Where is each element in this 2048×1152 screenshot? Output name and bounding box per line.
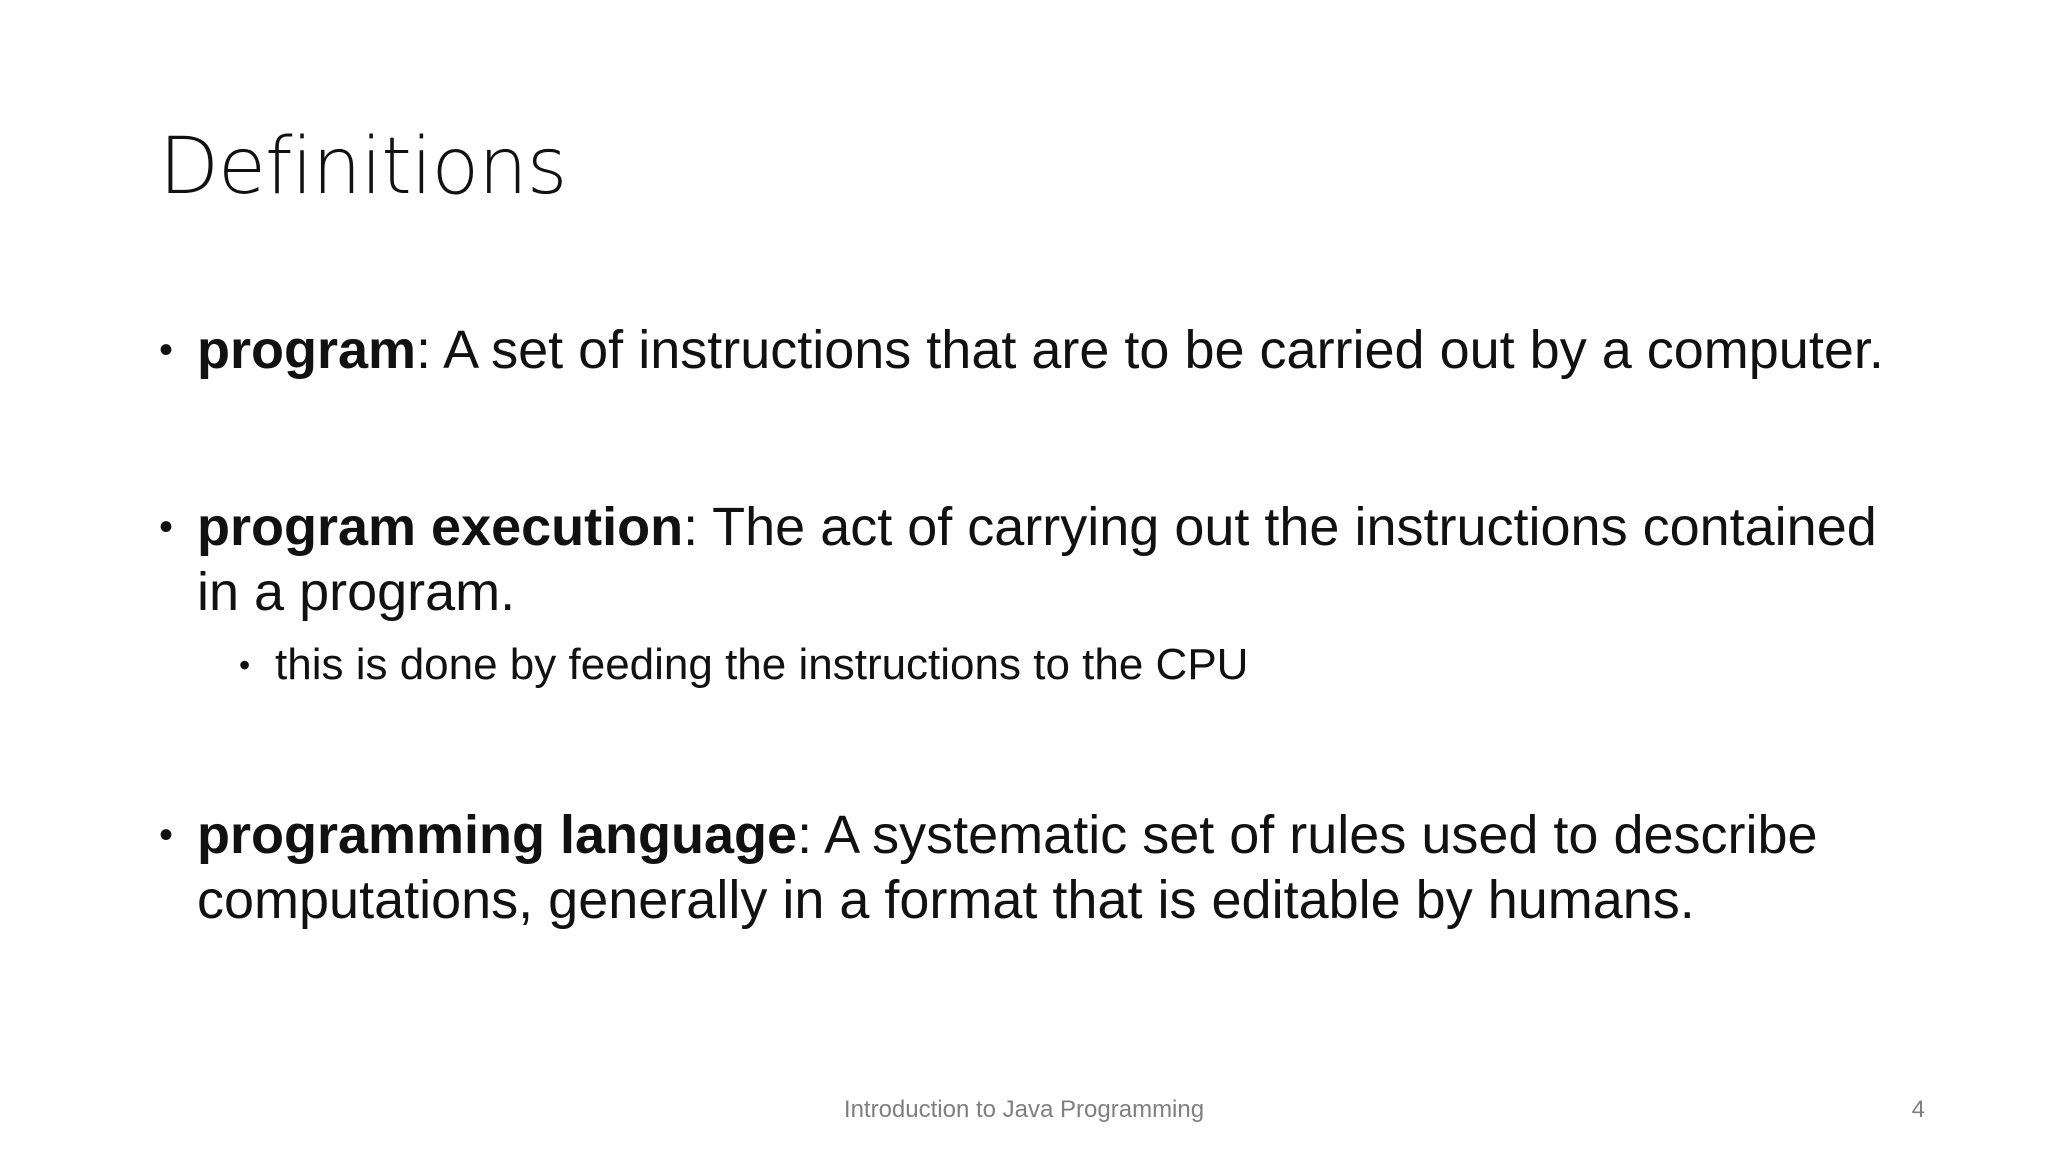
- page-number: 4: [1911, 1096, 1925, 1123]
- bullet-list: [159, 318, 1919, 1045]
- sub-bullet-item: [159, 637, 1919, 693]
- bullet-item-program: [159, 318, 1919, 383]
- bullet-dot-icon: •: [159, 505, 174, 549]
- bullet-dot-icon: •: [159, 328, 174, 372]
- bullet-item-program-execution: [159, 495, 1919, 625]
- sub-bullet-text: this is done by feeding the instructions to the CPU: [275, 640, 1249, 689]
- footer-title: Introduction to Java Programming: [843, 1096, 1205, 1123]
- bullet-dot-icon: •: [239, 647, 251, 683]
- slide-title: Definitions: [159, 122, 567, 212]
- bullet-term: programming language: [197, 805, 798, 865]
- bullet-definition: : A systematic set of rules used to describe computations, generally in a format that is editable by humans.: [197, 805, 1818, 930]
- bullet-definition: : The act of carrying out the instructions contained in a program.: [197, 497, 1877, 622]
- bullet-definition: : A set of instructions that are to be carried out by a computer.: [416, 320, 1884, 380]
- bullet-term: program: [197, 320, 417, 380]
- bullet-item-programming-language: [159, 803, 1919, 933]
- bullet-term: program execution: [197, 497, 684, 557]
- bullet-dot-icon: •: [159, 813, 174, 857]
